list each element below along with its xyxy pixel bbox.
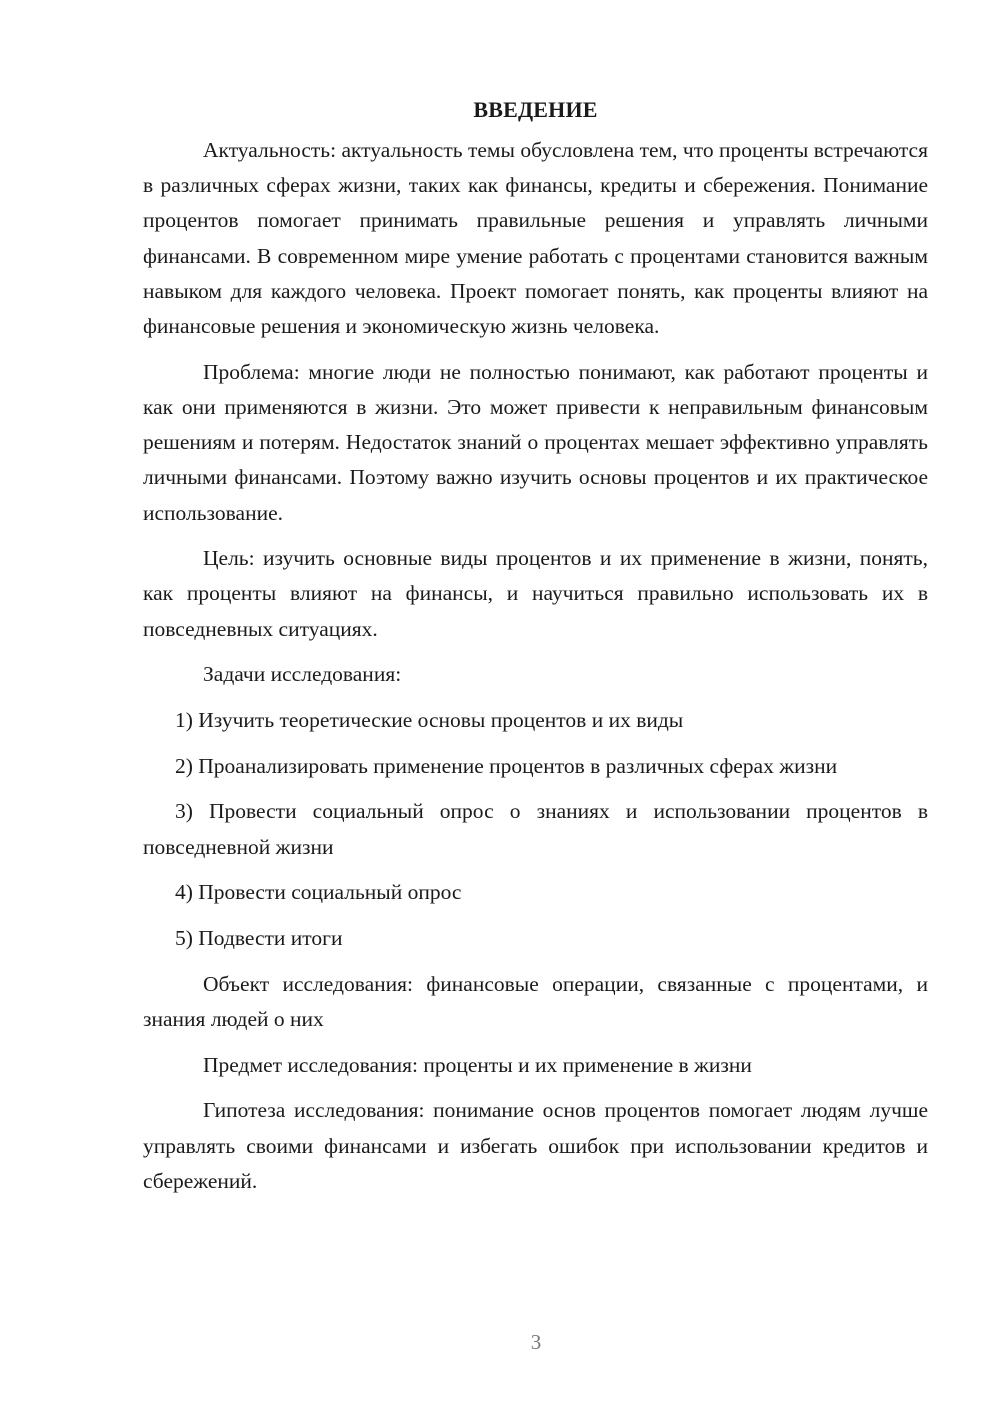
task-item-3: 3) Провести социальный опрос о знаниях и использовании процентов в повседневной жизни [143,799,928,859]
paragraph-goal: Цель: изучить основные виды процентов и их применение в жизни, понять, как проценты влияют на финансы, и научиться правильно использовать их в повседневных ситуациях. [143,546,928,641]
page-number: 3 [530,1330,542,1354]
paragraph-object: Объект исследования: финансовые операции, связанные с процентами, и знания людей о них [143,971,928,1031]
paragraph-tasks-heading: Задачи исследования: [203,662,402,687]
task-item-5: 5) Подвести итоги [175,926,343,951]
document-page [143,92,928,1209]
paragraph-subject: Предмет исследования: проценты и их применение в жизни [203,1052,752,1077]
task-item-1: 1) Изучить теоретические основы процентов и их виды [175,708,684,733]
page-title: ВВЕДЕНИЕ [473,97,598,122]
paragraph-problem: Проблема: многие люди не полностью понимают, как работают проценты и как они применяются в жизни. Это может привести к неправильным финансовым решениям и потерям. Недостаток знаний о процентах мешает эффективно управлять личными финансами. Поэтому важно изучить основы процентов и их практическое использование. [143,359,928,525]
task-item-2: 2) Проанализировать применение процентов в различных сферах жизни [175,753,838,778]
task-item-4: 4) Провести социальный опрос [175,880,462,905]
paragraph-hypothesis: Гипотеза исследования: понимание основ процентов помогает людям лучше управлять своими финансами и избегать ошибок при использовании кредитов и сбережений. [143,1098,928,1193]
paragraph-relevance: Актуальность: актуальность темы обусловлена тем, что проценты встречаются в различных сферах жизни, таких как финансы, кредиты и сбережения. Понимание процентов помогает принимать правильные решения и управлять личными финансами. В современном мире умение работать с процентами становится важным навыком для каждого человека. Проект помогает понять, как проценты влияют на финансовые решения и экономическую жизнь человека. [143,138,928,339]
